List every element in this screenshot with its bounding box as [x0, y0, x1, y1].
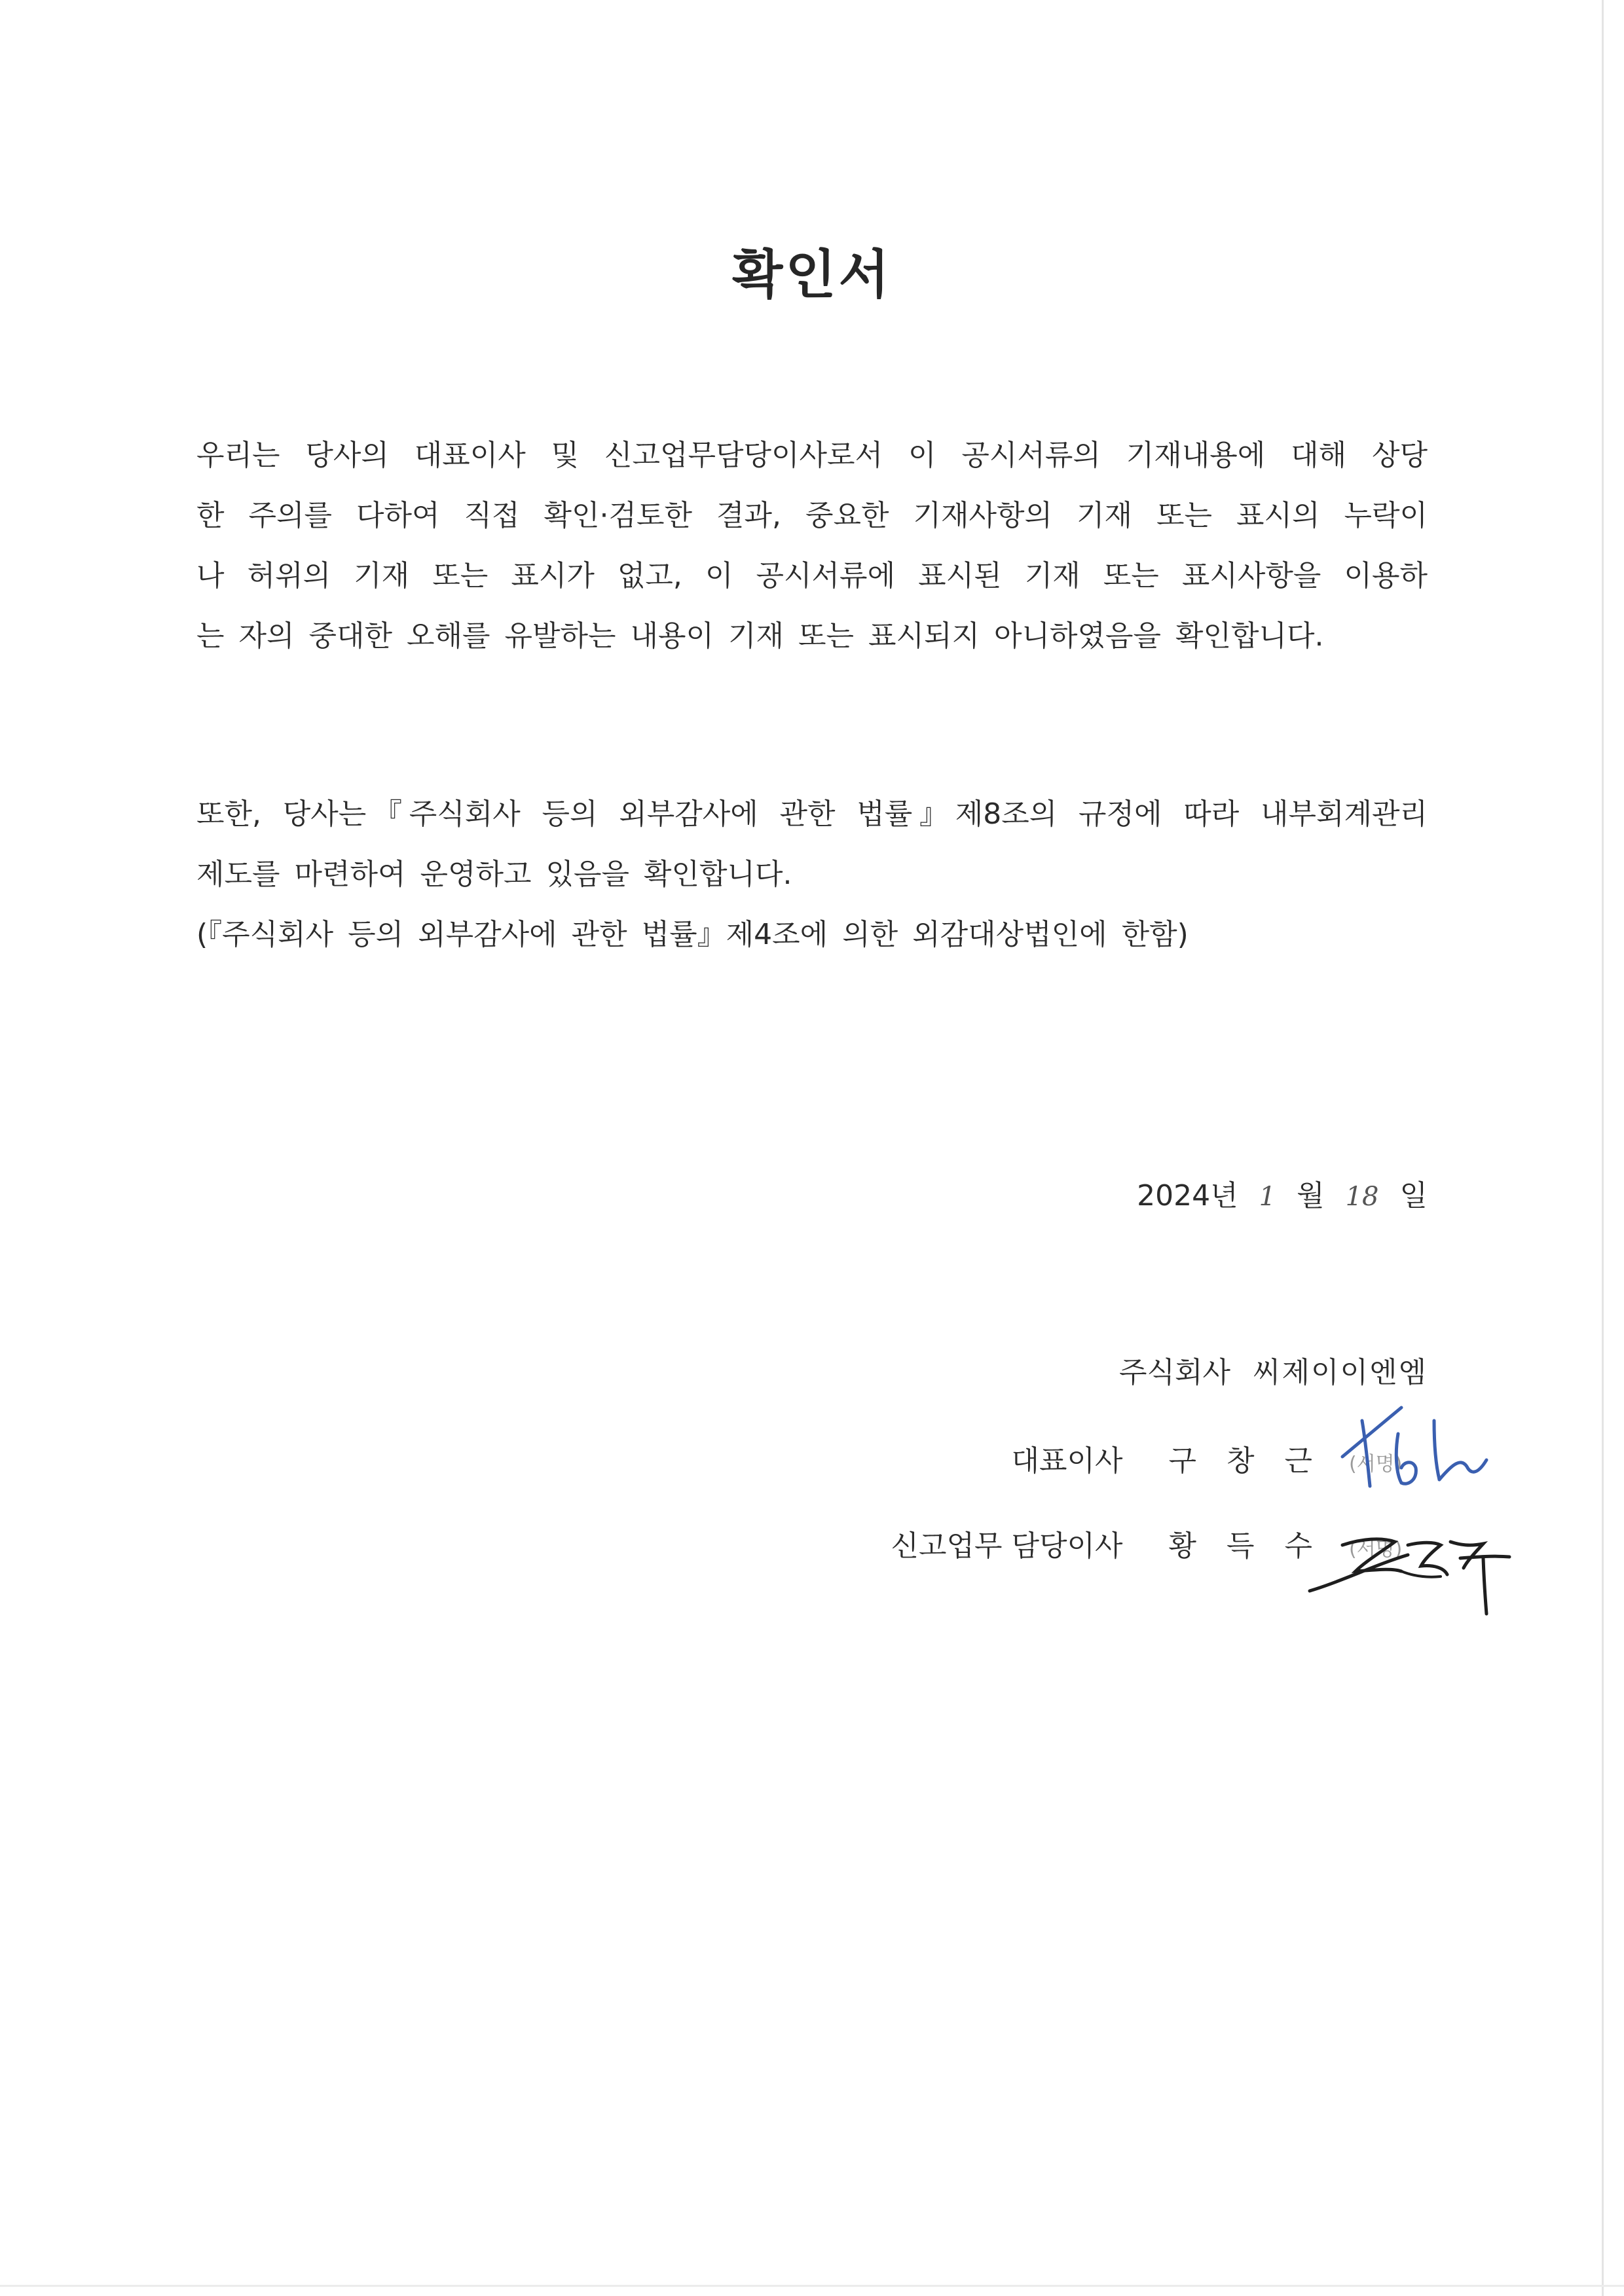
scan-edge-right	[1602, 0, 1604, 2296]
date-year: 2024년	[1137, 1179, 1238, 1212]
date-day-label: 일	[1399, 1179, 1428, 1212]
officer-name: 황득수	[1168, 1529, 1342, 1563]
paragraph-line: 또한, 당사는『주식회사 등의 외부감사에 관한 법률』제8조의 규정에 따라 내부회계관리	[196, 797, 1428, 831]
scan-edge-bottom	[0, 2285, 1624, 2287]
paragraph-line: 나 허위의 기재 또는 표시가 없고, 이 공시서류에 표시된 기재 또는 표시사항을 이용하	[196, 559, 1428, 592]
date-month-label: 월	[1297, 1179, 1325, 1212]
date-day-handwritten: 18	[1345, 1182, 1379, 1212]
paragraph-line: 한 주의를 다하여 직접 확인·검토한 결과, 중요한 기재사항의 기재 또는 표시의 누락이	[196, 499, 1428, 532]
internal-control-paragraph	[196, 784, 1428, 905]
ceo-line	[786, 1437, 1428, 1479]
paragraph-line: 는 자의 중대한 오해를 유발하는 내용이 기재 또는 표시되지 아니하였음을 확인합니다.	[196, 619, 1324, 653]
note-line: (『주식회사 등의 외부감사에 관한 법률』제4조에 의한 외감대상법인에 한함)	[196, 918, 1189, 951]
paragraph-line: 우리는 당사의 대표이사 및 신고업무담당이사로서 이 공시서류의 기재내용에 대해 상당	[196, 439, 1428, 472]
paragraph-line: 제도를 마련하여 운영하고 있음을 확인합니다.	[196, 858, 792, 891]
officer-line	[786, 1522, 1428, 1564]
confirmation-paragraph	[196, 426, 1428, 666]
date-month-handwritten: 1	[1259, 1182, 1276, 1212]
company-line	[786, 1349, 1428, 1391]
company-type: 주식회사	[1118, 1356, 1230, 1389]
company-name: 씨제이이엔엠	[1252, 1356, 1428, 1389]
officer-seal-label: (서명)	[1349, 1538, 1403, 1561]
ceo-name: 구창근	[1168, 1444, 1342, 1478]
officer-role: 신고업무 담당이사	[891, 1529, 1123, 1563]
document-title: 확인서	[732, 244, 892, 305]
document-date	[1048, 1172, 1428, 1214]
scope-note	[196, 905, 1428, 965]
ceo-role: 대표이사	[1011, 1444, 1123, 1478]
ceo-seal-label: (서명)	[1349, 1453, 1403, 1476]
